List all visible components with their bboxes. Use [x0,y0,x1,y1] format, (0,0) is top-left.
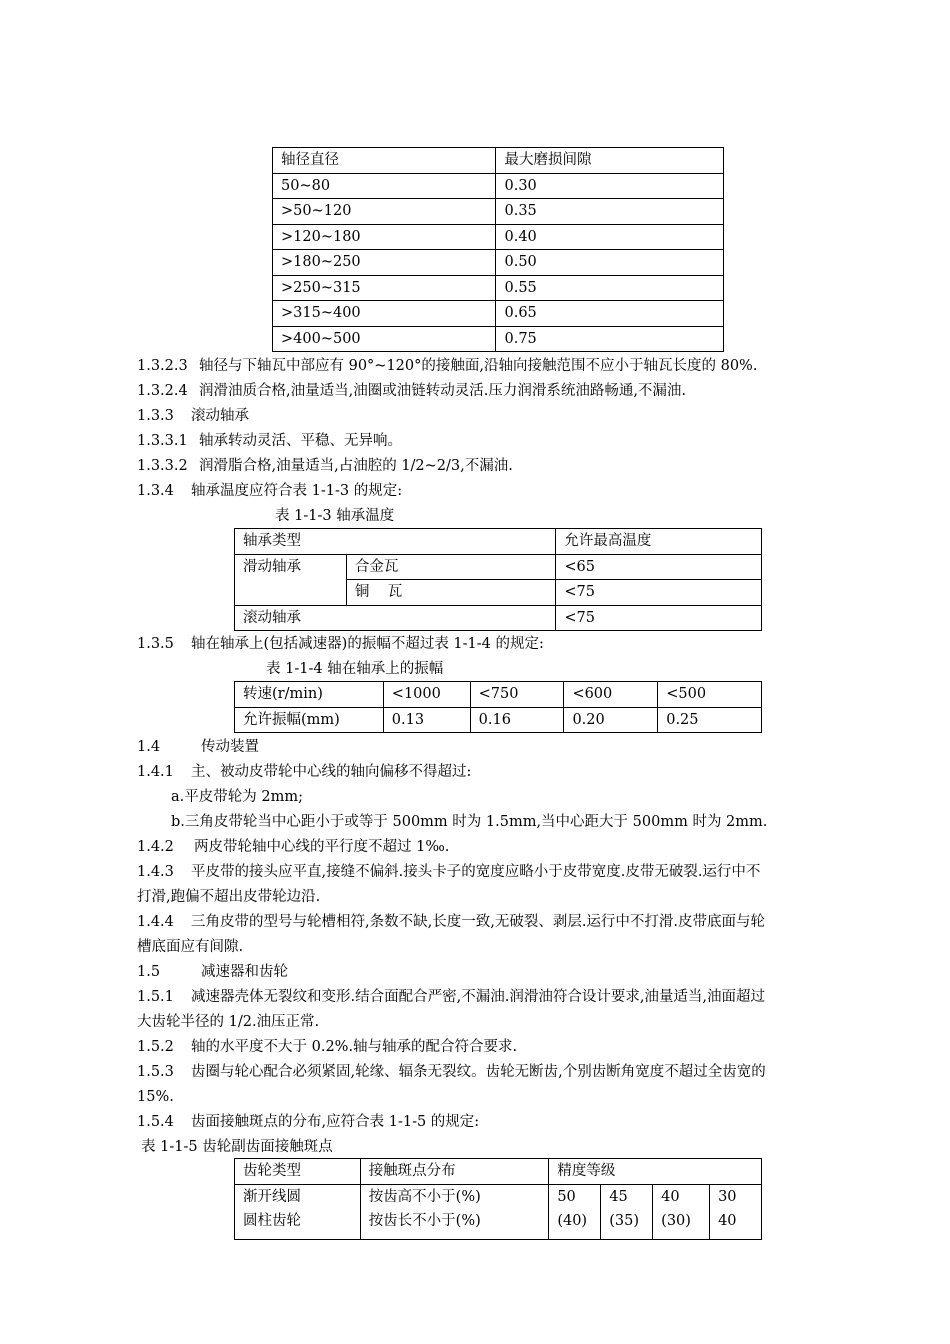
clause-number: 1.4.3 [137,864,174,880]
table-row [235,707,762,733]
clause-1-3-2-3 [137,356,757,376]
clause-text: 齿面接触斑点的分布,应符合表 1-1-5 的规定: [191,1114,480,1130]
clause-1-5-3 [137,1062,766,1082]
table-row [273,148,724,174]
table-row [273,326,724,352]
clause-number: 1.3.5 [137,636,174,652]
clause-text: 齿圈与轮心配合必须紧固,轮缘、辐条无裂纹。齿轮无断齿,个别齿断角宽度不超过全齿宽的 [191,1064,766,1080]
clause-number: 1.5.3 [137,1064,174,1080]
table-caption: 表 1-1-5 齿轮副齿面接触斑点 [141,1139,333,1155]
table-cell: >250~315 [273,275,496,301]
table-row [235,529,762,555]
clause-text: 平皮带的接头应平直,接缝不偏斜.接头卡子的宽度应略小于皮带宽度.皮带无破裂.运行中不 [191,864,761,880]
clause-number: 1.4 [137,739,161,755]
table-cell: (40) [549,1209,601,1240]
table-cell: <75 [556,605,762,631]
table-cell: <75 [556,580,762,606]
table-cell: <500 [658,682,762,708]
clause-1-3-3-1 [137,431,402,451]
table-cell: >315~400 [273,301,496,327]
table-bearing-temperature [234,528,762,631]
clause-number: 1.5 [137,964,161,980]
table-cell: 40 [710,1209,762,1240]
table-header-cell: 轴承类型 [235,529,556,555]
clause-text: 轴承温度应符合表 1-1-3 的规定: [191,483,403,499]
table-cell: 50 [549,1184,601,1209]
section-1-5 [137,962,288,982]
clause-1-5-3-cont: 15%. [137,1089,174,1105]
clause-1-4-2 [137,837,449,857]
clause-text: 轴在轴承上(包括减速器)的振幅不超过表 1-1-4 的规定: [191,636,544,652]
table-cell: >120~180 [273,224,496,250]
table-cell: 渐开线圆 [235,1184,361,1209]
clause-number: 1.4.4 [137,914,174,930]
clause-number: 1.3.3.1 [137,433,188,449]
table-row [273,173,724,199]
table-cell: >50~120 [273,199,496,225]
clause-number: 1.5.4 [137,1114,174,1130]
clause-text: 三角皮带的型号与轮槽相符,条数不缺,长度一致,无破裂、剥层.运行中不打滑.皮带底面与轮 [191,914,766,930]
clause-text: 润滑油质合格,油量适当,油圈或油链转动灵活.压力润滑系统油路畅通,不漏油. [199,383,687,399]
table-cell: 按齿长不小于(%) [360,1209,549,1240]
clause-1-3-3 [137,406,249,426]
clause-text: 轴径与下轴瓦中部应有 90°~120°的接触面,沿轴向接触范围不应小于轴瓦长度的 80%. [199,358,758,374]
table-cell: 0.75 [496,326,724,352]
table-max-wear-clearance [272,147,724,352]
clause-text: 滚动轴承 [191,408,249,424]
table-cell: 0.35 [496,199,724,225]
clause-text: 主、被动皮带轮中心线的轴向偏移不得超过: [191,764,472,780]
table-header-cell: 允许最高温度 [556,529,762,555]
table-cell: (35) [601,1209,653,1240]
clause-number: 1.3.2.3 [137,358,188,374]
clause-number: 1.5.2 [137,1039,174,1055]
table-cell: 50~80 [273,173,496,199]
table-header-cell: 接触斑点分布 [360,1159,549,1185]
table-cell: 0.55 [496,275,724,301]
clause-number: 1.3.3 [137,408,174,424]
table-cell: 铜 瓦 [346,580,556,606]
table-cell: >180~250 [273,250,496,276]
table-header-cell: 最大磨损间隙 [496,148,724,174]
table-caption: 表 1-1-3 轴承温度 [275,508,395,524]
clause-text: 轴的水平度不大于 0.2%.轴与轴承的配合符合要求. [191,1039,518,1055]
clause-1-4-1-b: b.三角皮带轮当中心距小于或等于 500mm 时为 1.5mm,当中心距大于 500mm 时为 2mm. [171,814,768,830]
table-row [235,682,762,708]
table-cell: 0.30 [496,173,724,199]
table-row [235,554,762,580]
table-shaft-amplitude [234,681,762,733]
clause-number: 1.5.1 [137,989,174,1005]
table-row [235,605,762,631]
table-row [273,275,724,301]
table-cell: 45 [601,1184,653,1209]
table-cell: 40 [653,1184,710,1209]
clause-1-3-4 [137,481,402,501]
clause-1-4-3-cont: 打滑,跑偏不超出皮带轮边沿. [137,889,321,905]
table-cell: 圆柱齿轮 [235,1209,361,1240]
table-cell: 0.20 [564,707,658,733]
table-cell: (30) [653,1209,710,1240]
table-caption: 表 1-1-4 轴在轴承上的振幅 [266,661,444,677]
table-row [273,199,724,225]
table-cell: 允许振幅(mm) [235,707,384,733]
table-cell: 0.50 [496,250,724,276]
table-cell: <1000 [383,682,470,708]
clause-1-4-1-a: a.平皮带轮为 2mm; [171,789,303,805]
clause-text: 两皮带轮轴中心线的平行度不超过 1‰. [194,839,450,855]
table-cell: <600 [564,682,658,708]
table-cell: <65 [556,554,762,580]
clause-1-4-4 [137,912,765,932]
table-row [273,224,724,250]
table-cell: 滚动轴承 [235,605,556,631]
clause-1-5-1-cont: 大齿轮半径的 1/2.油压正常. [137,1014,320,1030]
table-header-cell: 精度等级 [549,1159,762,1185]
clause-text: 润滑脂合格,油量适当,占油腔的 1/2~2/3,不漏油. [199,458,513,474]
clause-1-4-4-cont: 槽底面应有间隙. [137,939,244,955]
clause-1-4-3 [137,862,760,882]
table-row [235,1209,762,1240]
clause-number: 1.3.3.2 [137,458,188,474]
table-cell: >400~500 [273,326,496,352]
clause-1-3-5 [137,634,544,654]
table-cell: 0.13 [383,707,470,733]
table-cell: 0.40 [496,224,724,250]
table-cell: 按齿高不小于(%) [360,1184,549,1209]
clause-1-3-3-2 [137,456,513,476]
clause-text: 减速器和齿轮 [201,964,288,980]
table-header-cell: 轴径直径 [273,148,496,174]
table-cell: <750 [470,682,564,708]
clause-number: 1.4.1 [137,764,174,780]
table-row [273,301,724,327]
section-1-4 [137,737,259,757]
clause-text: 轴承转动灵活、平稳、无异响。 [199,433,402,449]
table-cell: 合金瓦 [346,554,556,580]
clause-1-5-1 [137,987,765,1007]
clause-text: 减速器壳体无裂纹和变形.结合面配合严密,不漏油.润滑油符合设计要求,油量适当,油面超过 [191,989,766,1005]
clause-1-4-1 [137,762,471,782]
clause-1-3-2-4 [137,381,686,401]
table-row [235,1159,762,1185]
clause-text: 传动装置 [201,739,259,755]
table-cell: 0.65 [496,301,724,327]
table-cell: 转速(r/min) [235,682,384,708]
table-header-cell: 齿轮类型 [235,1159,361,1185]
table-cell: 30 [710,1184,762,1209]
clause-number: 1.3.2.4 [137,383,188,399]
table-row [273,250,724,276]
table-cell: 0.25 [658,707,762,733]
clause-1-5-2 [137,1037,517,1057]
table-cell: 滑动轴承 [235,554,347,605]
table-gear-contact-pattern [234,1158,762,1240]
table-row [235,1184,762,1209]
table-cell: 0.16 [470,707,564,733]
clause-1-5-4 [137,1112,479,1132]
clause-number: 1.3.4 [137,483,174,499]
clause-number: 1.4.2 [137,839,174,855]
